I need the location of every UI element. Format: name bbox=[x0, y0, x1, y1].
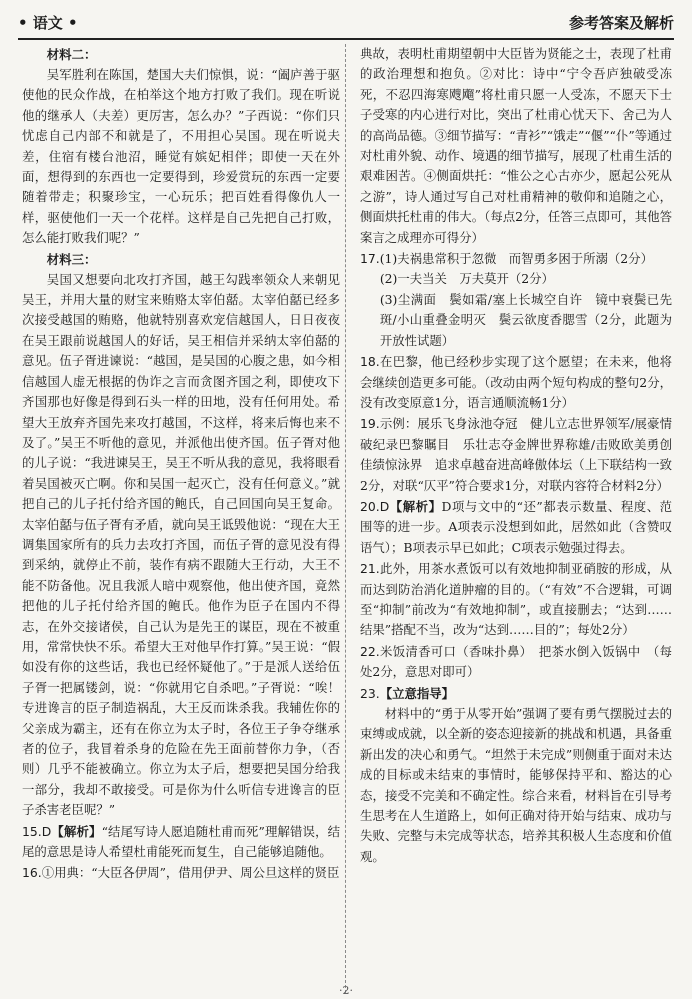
page-number: ·2· bbox=[339, 984, 353, 997]
q22-answer bbox=[360, 642, 672, 683]
q15-answer bbox=[22, 822, 340, 863]
material3-title: 材料三： bbox=[46, 251, 97, 267]
q17-part1: (1)夫祸患常积于忽微 而智勇多困于所溺（2分） bbox=[379, 251, 653, 267]
q19-answer bbox=[360, 414, 672, 496]
q17-part2: (2)一夫当关 万夫莫开（2分） bbox=[379, 271, 554, 287]
q23-heading bbox=[360, 684, 672, 704]
material3-text: 吴国又想要向北攻打齐国，越王勾践率领众人来朝见吴王，并用大量的财宝来贿赂太宰伯嚭。太宰伯嚭已经多次接受越国的贿赂，他就特别喜欢宠信越国人，日日夜夜在吴王跟前说越国人的好话，吴王相信并采纳太宰伯嚭的意见。伍子胥进谏说：“越国，是吴国的心腹之患，如今相信越国人虚无根据的伪诈之言而贪图齐国之利，即使攻下齐国那也好像是得到石头一样的田地，没有任何用处。希望大王放弃齐国先来攻打越国，不这样，将来后悔也来不及了。”吴王不听他的意见，并派他出使齐国。伍子胥对他的儿子说：“我进谏吴王，吴王不听从我的意见，我将眼看着吴国被灭亡啊。你和吴国一起灭亡，没有任何意义。”就把自己的儿子托付给齐国的鲍氏，自己回国向吴王复命。太宰伯嚭与伍子胥有矛盾，就向吴王诋毁他说：“现在大王调集国家所有的兵力去攻打齐国，而伍子胥的意见没有得到采纳，就停止不前，装作有病不跟随大王行动，大王不能不防备他。况且我派人暗中观察他，他出使齐国，竟然把他的儿子托付给齐国的鲍氏。他作为臣子在国内不得志，在外交接诸侯，自己认为是先王的谋臣，现在不被重用，常常快快不乐。希望大王对他早作打算。”吴王说：“假如没有你的这些话，我也已经怀疑他了。”于是派人送给伍子胥一把属镂剑，说：“你就用它自杀吧。”子胥说：“唉！专进谗言的臣子制造祸乱，大王反而诛杀我。我辅佐你的父亲成为霸主，还有在你立为太子时，各位王子争夺继承者的位子，我冒着杀身的危险在先王面前替你力争，（否则）几乎不能被确立。你立为太子后，想要把吴国分给我一部分，我却不敢接受。可是你为什么听信专进谗言的臣子杀害老臣呢？” bbox=[22, 271, 340, 818]
q15-choice: D bbox=[41, 823, 52, 839]
q15-text: “结尾写诗人愿追随杜甫而死”理解错误，结尾的意思是诗人希望杜甫能死而复生，自己能够追随他。 bbox=[22, 823, 340, 860]
subject-label: • 语文 • bbox=[18, 14, 78, 32]
q20-answer bbox=[360, 497, 672, 558]
q16-number: 16. bbox=[22, 865, 42, 881]
left-column bbox=[22, 44, 340, 999]
q23-text: 材料中的“勇于从零开始”强调了要有勇气摆脱过去的束缚或成就，以全新的姿态迎接新的挑战和机遇，具备重新出发的决心和勇气。“坦然于未完成”则侧重于面对未达成的目标或未结束的事情时，能够保持平和、豁达的心态，接受不完美和不确定性。综合来看，材料旨在引导考生思考在人生道路上，如何正确对待开始与结束、成功与失败、完整与未完成等状态，培养其积极人生态度和价值观。 bbox=[360, 706, 672, 864]
q16-text: ①用典：“大臣各伊周”，借用伊尹、周公旦这样的贤臣 bbox=[41, 865, 340, 881]
q17-part3: (3)尘满面 鬓如霜/塞上长城空自许 镜中衰鬓已先斑/小山重叠金明灭 鬓云欲度香腮雪（2分，此题为开放性试题） bbox=[379, 291, 672, 348]
q20-choice: D bbox=[379, 498, 390, 514]
q18-text: 在巴黎，他已经秒步实现了这个愿望；在未来，他将会继续创造更多可能。（改动由两个短句构成的整句2分，没有改变原意1分，语言通顺流畅1分） bbox=[360, 354, 672, 410]
q22-text: 米饭清香可口（香味扑鼻） 把茶水倒入饭锅中 （每处2分，意思对即可） bbox=[360, 643, 672, 680]
q18-answer bbox=[360, 352, 672, 413]
q19-text: 示例：展乐飞身泳池夺冠 健儿立志世界领军/展豪情破纪录巴黎瞩目 乐壮志夺金牌世界称雄/击败欧美勇创佳绩惊泳界 追求卓越奋进高峰傲体坛（上下联结构一致2分，对联“仄平”符合要求1分，对联内容符合材料2分） bbox=[360, 416, 672, 493]
q22-number: 22. bbox=[360, 643, 380, 659]
material2-title: 材料二： bbox=[46, 47, 97, 62]
q15-analysis-tag: 【解析】 bbox=[51, 823, 102, 839]
q21-text: 此外，用茶水煮饭可以有效地抑制亚硝胺的形成，从而达到防治消化道肿瘤的目的。（“有效”不合逻辑，可调至“抑制”前改为“有效地抑制”，或直接删去；“达到……结果”搭配不当，改为“达到……目的”；每处2分） bbox=[360, 561, 672, 638]
material2-text: 吴军胜利在陈国，楚国大夫们惊惧，说：“阖庐善于驱使他的民众作战，在柏举这个地方打败了我们。现在听说他的继承人（夫差）更厉害，怎么办？”子西说：“你们只忧虑自己内部不和就是了，不用担心吴国。现在听说夫差，住宿有楼台池沼，睡觉有嫔妃相伴；即使一天在外面，想得到的东西也一定要得到，珍爱赏玩的东西一定要随着带走；积聚珍宝，一心玩乐；把百姓看得像仇人一样，驱使他们一天一个花样。这样是自己先把自己打败，怎么能打败我们呢？” bbox=[22, 67, 340, 246]
column-divider bbox=[345, 44, 346, 993]
page-header bbox=[18, 8, 674, 40]
q17-number: 17. bbox=[360, 251, 380, 267]
q23-guidance-tag: 【立意指导】 bbox=[379, 685, 455, 701]
q15-number: 15. bbox=[22, 823, 42, 839]
q19-number: 19. bbox=[360, 416, 380, 432]
q18-number: 18. bbox=[360, 354, 380, 370]
section-title: 参考答案及解析 bbox=[568, 14, 674, 32]
right-column bbox=[360, 44, 672, 999]
q20-analysis-tag: 【解析】 bbox=[389, 498, 442, 514]
q16-answer bbox=[22, 863, 340, 883]
q16-continuation: 典故，表明杜甫期望朝中大臣皆为贤能之士，表现了杜甫的政治理想和抱负。②对比：诗中“宁令吾庐独破受冻死，不忍四海寒飕飗”将杜甫只愿一人受冻，不愿天下士子受寒的内心进行对比，突出了杜甫心忧天下、舍己为人的高尚品德。③细节描写：“青衫”“饿走”“偃”“仆”等通过对杜甫外貌、动作、境遇的细节描写，展现了杜甫生活的艰难困苦。④侧面烘托：“惟公之心古亦少，愿起公死从之游”，诗人通过写自己对杜甫精神的敬仰和追随之心，侧面烘托杜甫的伟大。（每点2分，任答三点即可，其他答案言之成理亦可得分） bbox=[360, 46, 672, 245]
q21-number: 21. bbox=[360, 561, 380, 577]
q20-number: 20. bbox=[360, 498, 380, 514]
q23-number: 23. bbox=[360, 685, 380, 701]
q20-text: D项与文中的“还”都表示数量、程度、范围等的进一步。A项表示没想到如此，居然如此（含赞叹语气）；B项表示早已如此；C项表示勉强过得去。 bbox=[360, 498, 672, 555]
q17-answer bbox=[360, 249, 672, 269]
q21-answer bbox=[360, 559, 672, 641]
